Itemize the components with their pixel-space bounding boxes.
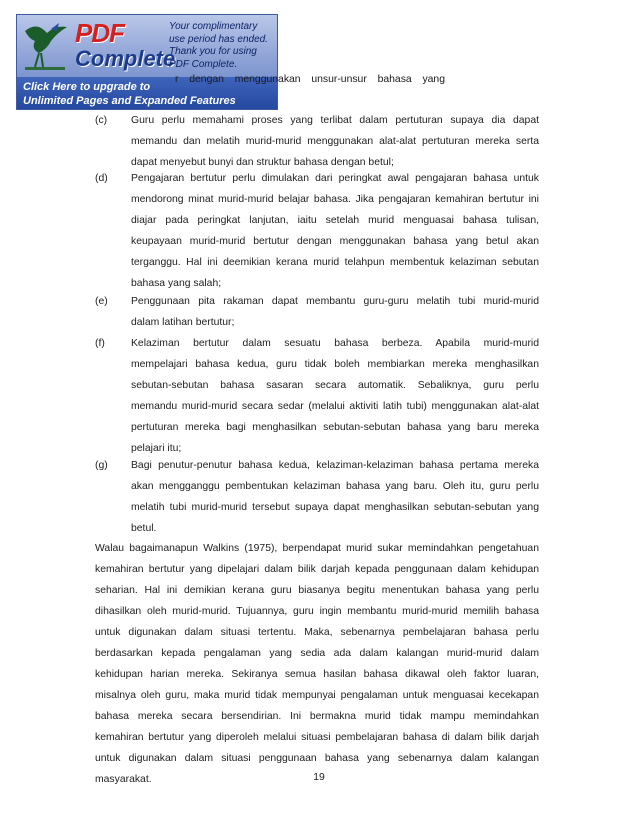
text-line: masyarakat. — [95, 774, 152, 785]
text-line: dalam latihan bertutur; — [131, 317, 235, 328]
text-line: memandu dan melatih murid-murid menggunakan alat-alat pertuturan mereka serta — [131, 136, 539, 147]
text-line: Walau bagaimanapun Walkins (1975), berpendapat murid sukar memindahkan pengetahuan — [95, 543, 539, 554]
brand-complete-text: Complete — [75, 46, 176, 71]
trial-message — [169, 21, 277, 71]
trial-message-line: Thank you for using — [169, 46, 257, 57]
text-line: betul. — [131, 523, 157, 534]
text-line: Guru perlu memahami proses yang terlibat dalam pertuturan supaya dia dapat — [131, 115, 539, 126]
brand-wordmark — [75, 19, 175, 71]
text-line: bahasa mereka secara bersendirian. Ini bermakna murid tidak mampu memindahkan — [95, 711, 539, 722]
text-line: keupayaan murid-murid bertutur dengan menggunakan bahasa yang betul akan — [131, 236, 539, 247]
list-item-text — [131, 168, 539, 294]
text-line: mempelajari bahasa kedua, guru tidak boleh membiarkan mereka menghasilkan — [131, 359, 539, 370]
text-line: Kelaziman bertutur dalam sesuatu bahasa berbeza. Apabila murid-murid — [131, 338, 539, 349]
text-line: terganggu. Hal ini deemikian kerana murid telahpun membentuk kelaziman sebutan — [131, 257, 539, 268]
text-line: pelajari itu; — [131, 443, 182, 454]
list-label: (e) — [95, 296, 108, 307]
text-line: dihasilkan oleh murid-murid. Tujuannya, guru ingin membantu murid-murid memilih bahasa — [95, 606, 539, 617]
text-line: dapat menyebut bunyi dan struktur bahasa dengan betul; — [131, 157, 394, 168]
text-line: Pengajaran bertutur perlu dimulakan dari peringkat awal pengajaran bahasa untuk — [131, 173, 539, 184]
trial-message-line: Your complimentary — [169, 21, 258, 32]
pdf-complete-banner[interactable] — [16, 14, 278, 110]
list-label: (d) — [95, 173, 108, 184]
text-line: memandu murid-murid secara sedar (melalui aktiviti latih tubi) menggunakan alat-alat — [131, 401, 539, 412]
text-line: Bagi penutur-penutur bahasa kedua, kelaziman-kelaziman bahasa pertama mereka — [131, 460, 539, 471]
upgrade-link-line[interactable]: Click Here to upgrade to — [23, 81, 151, 93]
text-line: kemahiran bertutur yang diperoleh melalui situasi pembelajaran bahasa di dalam bilik darjah — [95, 732, 539, 743]
list-label: (c) — [95, 115, 108, 126]
text-line: diajar pada peringkat lanjutan, iaitu setelah murid menguasai bahasa tulisan, — [131, 215, 539, 226]
list-label: (f) — [95, 338, 105, 349]
list-item-text — [131, 333, 539, 459]
text-line: Penggunaan pita rakaman dapat membantu guru-guru melatih tubi murid-murid — [131, 296, 539, 307]
upgrade-link-line[interactable]: Unlimited Pages and Expanded Features — [23, 95, 236, 107]
list-item-text — [131, 455, 539, 539]
text-line: sebutan-sebutan bahasa sasaran secara automatik. Sebaliknya, guru perlu — [131, 380, 539, 391]
text-line: kehidupan harian mereka. Sekiranya semua hasilan bahasa dikawal oleh faktor luaran, — [95, 669, 539, 680]
page-number: 19 — [313, 772, 325, 783]
trial-message-line: PDF Complete. — [169, 58, 238, 70]
text-line: berdasarkan kepada pengalaman yang sedia ada dalam kalangan murid-murid dalam — [95, 648, 539, 659]
text-line: untuk digunakan dalam situasi penggunaan bahasa yang sebenarnya dalam kalangan — [95, 753, 539, 764]
bird-logo-icon — [21, 19, 73, 79]
text-line: misalnya oleh guru, maka murid tidak mempunyai pengalaman untuk menguasai kecekapan — [95, 690, 539, 701]
text-line: pertuturan mereka bagi menghasilkan sebutan-sebutan bahasa yang baru mereka — [131, 422, 539, 433]
text-line: melatih tubi murid-murid tersebut supaya dapat menghasilkan sebutan-sebutan yang — [131, 502, 539, 513]
text-line: kemahiran bertutur yang dipelajari dalam bilik darjah kepada penggunaan dalam kehidupan — [95, 564, 539, 575]
partial-line: r dengan menggunakan unsur-unsur bahasa yang — [175, 74, 445, 85]
brand-pdf-text: PDF — [75, 18, 124, 48]
text-line: seharian. Hal ini demikian kerana guru biasanya begitu menentukan bahasa yang perlu — [95, 585, 539, 596]
trial-message-line: use period has ended. — [169, 33, 268, 45]
list-label: (g) — [95, 460, 108, 471]
text-line: bahasa yang salah; — [131, 278, 222, 289]
text-line: untuk digunakan dalam situasi tertentu. Maka, sebenarnya pembelajaran bahasa perlu — [95, 627, 539, 638]
list-item-text — [131, 110, 539, 173]
text-line: mendorong minat murid-murid belajar bahasa. Jika pengajaran kemahiran bertutur ini — [131, 194, 539, 205]
text-line: akan mengganggu pembentukan kelaziman bahasa yang baru. Oleh itu, guru perlu — [131, 481, 539, 492]
body-paragraph — [95, 538, 539, 790]
list-item-text — [131, 291, 539, 333]
